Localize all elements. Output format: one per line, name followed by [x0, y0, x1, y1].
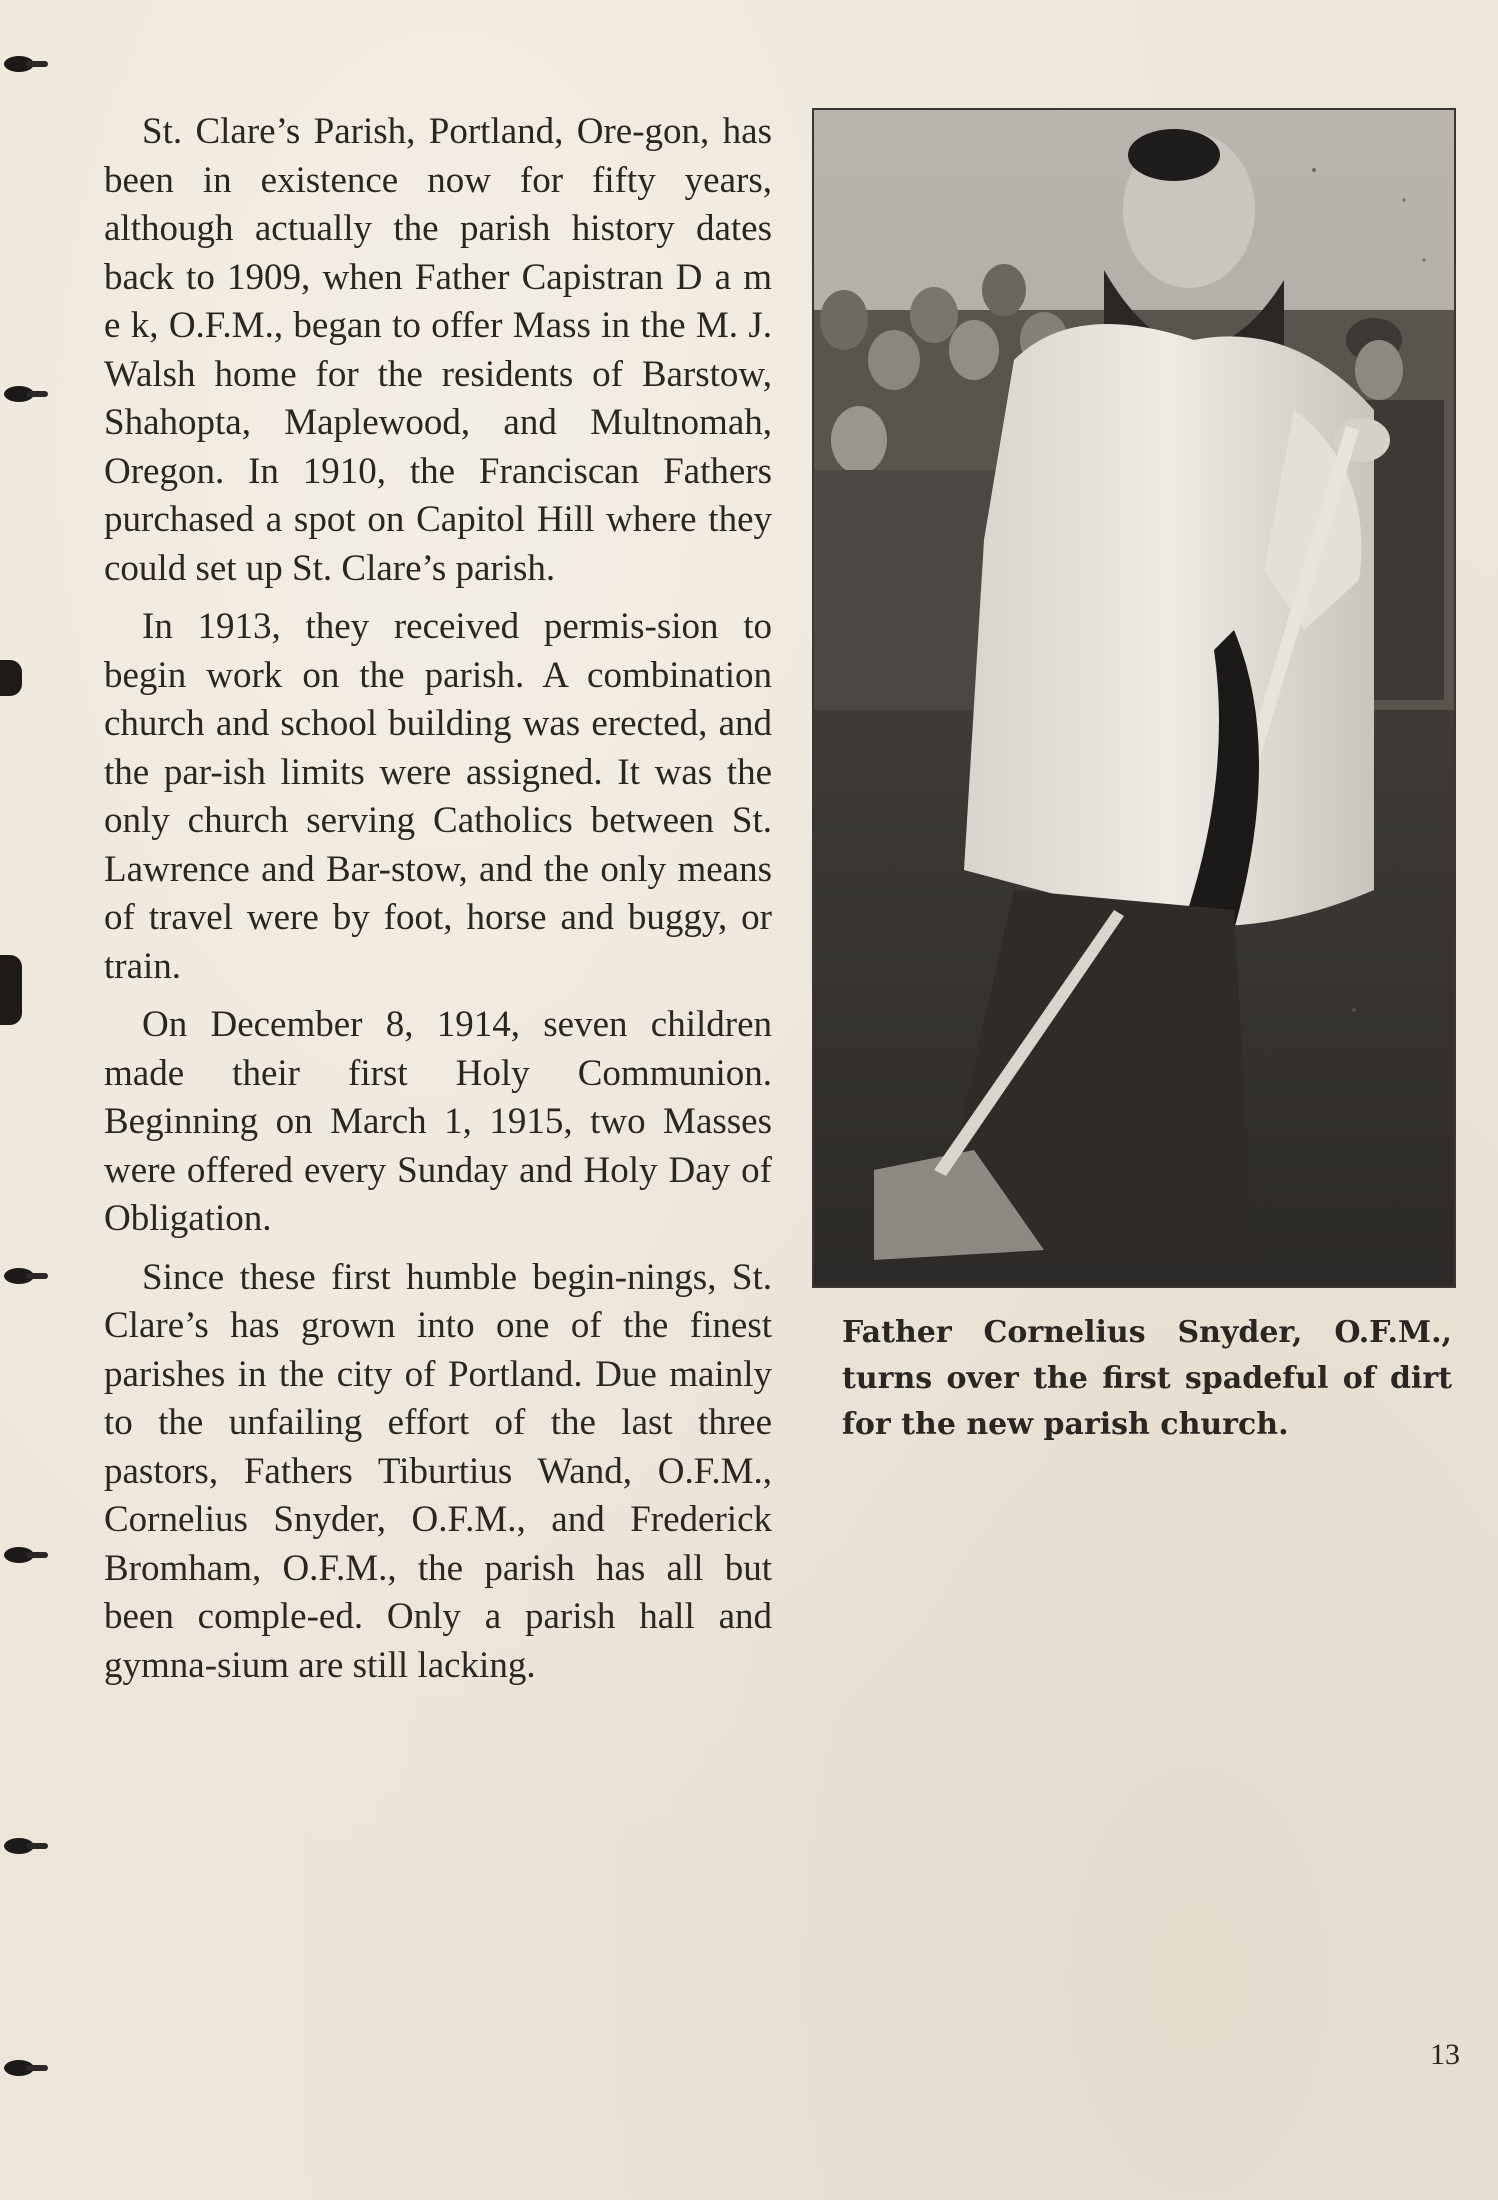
- binding-hole: [4, 1838, 34, 1854]
- binding-hole: [4, 2060, 34, 2076]
- article-paragraph: On December 8, 1914, seven children made their first Holy Communion. Beginning on March 1, 1915, two Masses were offered every Sunday and Holy Day of Obligation.: [104, 1004, 772, 1239]
- photo-illustration: [814, 110, 1454, 1286]
- groundbreaking-photo: [812, 108, 1456, 1288]
- article-paragraph: Since these first humble begin-nings, St. Clare’s has grown into one of the finest parishes in the city of Portland. Due mainly to the unfailing effort of the last three pastors, Fathers Tiburtius Wand, O.F.M., Cornelius Snyder, O.F.M., and Frederick Bromham, O.F.M., the parish has all but been comple-ed. Only a parish hall and gymna-sium are still lacking.: [104, 1256, 772, 1686]
- torn-edge: [0, 955, 22, 1025]
- article-paragraph: St. Clare’s Parish, Portland, Ore-gon, has been in existence now for fifty years, although actually the parish history dates back to 1909, when Father Capistran D a m e k, O.F.M., began to offer Mass in the M. J. Walsh home for the residents of Barstow, Shahopta, Maplewood, and Multnomah, Oregon. In 1910, the Franciscan Fathers purchased a spot on Capitol Hill where they could set up St. Clare’s parish.: [104, 111, 772, 589]
- article-body: [104, 108, 772, 1700]
- photo-caption: Father Cornelius Snyder, O.F.M., turns over the first spadeful of dirt for the new parish church.: [842, 1315, 1452, 1442]
- torn-edge: [0, 660, 22, 696]
- article-paragraph: In 1913, they received permis-sion to begin work on the parish. A combination church and school building was erected, and the par-ish limits were assigned. It was the only church serving Catholics between St. Lawrence and Bar-stow, and the only means of travel were by foot, horse and buggy, or train.: [104, 606, 772, 987]
- binding-hole: [4, 56, 34, 72]
- binding-hole: [4, 1268, 34, 1284]
- binding-hole: [4, 1547, 34, 1563]
- binding-hole: [4, 386, 34, 402]
- page-number: 13: [1430, 2038, 1460, 2071]
